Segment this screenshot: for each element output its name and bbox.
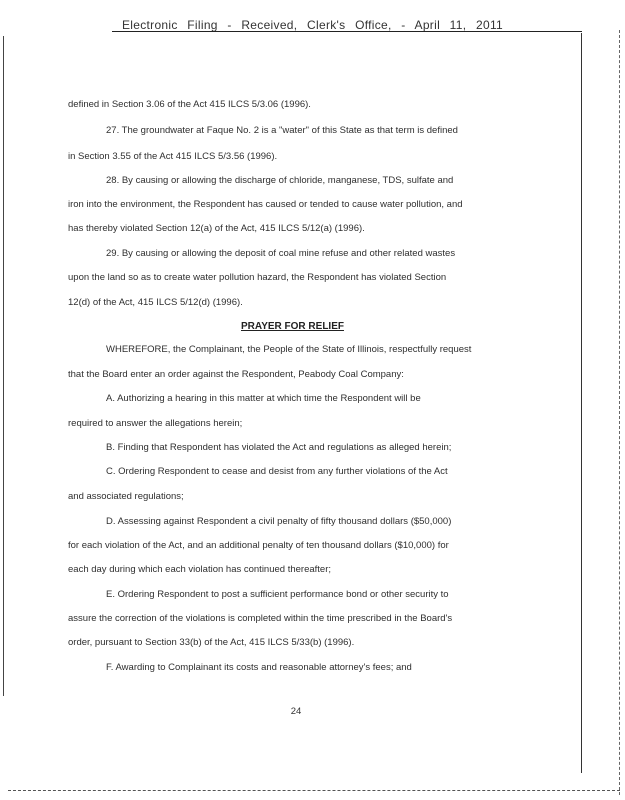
header-rule bbox=[112, 31, 582, 32]
body-line: has thereby violated Section 12(a) of the Act, 415 ILCS 5/12(a) (1996). bbox=[68, 223, 365, 234]
body-line: 12(d) of the Act, 415 ILCS 5/12(d) (1996). bbox=[68, 297, 243, 308]
page-number: 24 bbox=[290, 706, 302, 717]
body-line: and associated regulations; bbox=[68, 491, 184, 502]
body-line: assure the correction of the violations is completed within the time prescribed in the Board's bbox=[68, 613, 453, 624]
body-line: for each violation of the Act, and an additional penalty of ten thousand dollars ($10,000) for bbox=[68, 540, 449, 551]
paragraph-29: 29. By causing or allowing the deposit of coal mine refuse and other related wastes bbox=[106, 248, 456, 259]
relief-item-c: C. Ordering Respondent to cease and desist from any further violations of the Act bbox=[106, 466, 448, 477]
scan-edge-line bbox=[619, 30, 620, 795]
body-line: required to answer the allegations herein; bbox=[68, 418, 243, 429]
paragraph-27: 27. The groundwater at Faque No. 2 is a "water" of this State as that term is defined bbox=[106, 125, 458, 136]
body-line: in Section 3.55 of the Act 415 ILCS 5/3.56 (1996). bbox=[68, 151, 278, 162]
body-line: each day during which each violation has continued thereafter; bbox=[68, 564, 332, 575]
relief-item-b: B. Finding that Respondent has violated the Act and regulations as alleged herein; bbox=[106, 442, 452, 453]
body-line: order, pursuant to Section 33(b) of the Act, 415 ILCS 5/33(b) (1996). bbox=[68, 637, 355, 648]
relief-item-e: E. Ordering Respondent to post a sufficient performance bond or other security to bbox=[106, 589, 449, 600]
relief-item-d: D. Assessing against Respondent a civil penalty of fifty thousand dollars ($50,000) bbox=[106, 516, 452, 527]
relief-item-a: A. Authorizing a hearing in this matter at which time the Respondent will be bbox=[106, 393, 421, 404]
body-line: upon the land so as to create water pollution hazard, the Respondent has violated Section bbox=[68, 272, 447, 283]
wherefore-paragraph: WHEREFORE, the Complainant, the People of the State of Illinois, respectfully request bbox=[106, 344, 472, 355]
prayer-for-relief-heading: PRAYER FOR RELIEF bbox=[241, 321, 344, 332]
paragraph-28: 28. By causing or allowing the discharge of chloride, manganese, TDS, sulfate and bbox=[106, 175, 454, 186]
relief-item-f: F. Awarding to Complainant its costs and reasonable attorney's fees; and bbox=[106, 662, 412, 673]
body-line: iron into the environment, the Respondent has caused or tended to cause water pollution, and bbox=[68, 199, 463, 210]
filing-stamp-header: Electronic Filing - Received, Clerk's Office, - April 11, 2011 bbox=[121, 18, 503, 32]
bottom-scan-edge bbox=[8, 790, 620, 791]
body-line: that the Board enter an order against the Respondent, Peabody Coal Company: bbox=[68, 369, 404, 380]
left-margin-line bbox=[3, 36, 4, 696]
body-line: defined in Section 3.06 of the Act 415 ILCS 5/3.06 (1996). bbox=[68, 99, 311, 110]
right-margin-line bbox=[581, 33, 582, 773]
